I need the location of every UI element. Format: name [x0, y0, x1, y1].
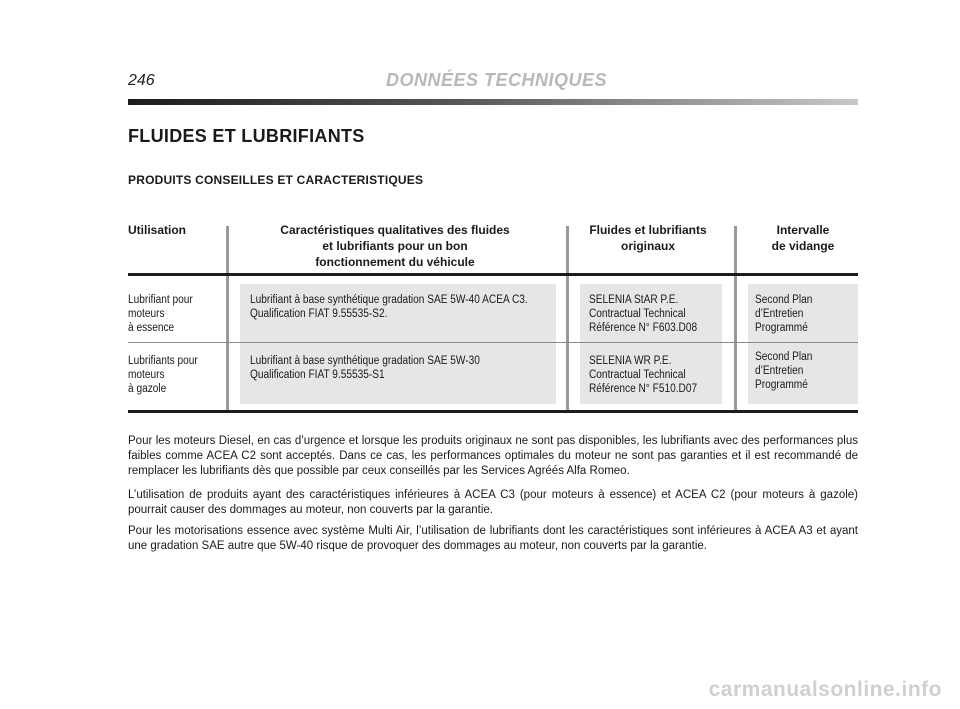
table-row-2-caracteristiques: Lubrifiant à base synthétique gradation SAE 5W-30 Qualification FIAT 9.55535-S1: [250, 355, 480, 381]
header-rule: [128, 99, 858, 105]
table-row-2-utilisation: Lubrifiants pour moteurs à gazole: [128, 355, 198, 395]
section-title: DONNÉES TECHNIQUES: [386, 70, 608, 90]
table-row-2-fluide: SELENIA WR P.E. Contractual Technical Référence N° F510.D07: [589, 355, 698, 395]
page-number: 246: [128, 72, 155, 89]
table-header-rule: [128, 273, 858, 276]
table-bottom-rule: [128, 410, 858, 413]
table-row-1-utilisation: Lubrifiant pour moteurs à essence: [128, 294, 193, 334]
note-paragraph-3: Pour les motorisations essence avec système Multi Air, l’utilisation de lubrifiants dont les caractéristiques sont inférieures à ACEA A3 et ayant une gradation SAE autre que 5W-40 risque de provoquer des dommages au moteur, non couverts par la garantie.: [128, 525, 858, 552]
column-separator: [734, 226, 737, 412]
column-header-intervalle: Intervalle de vidange: [771, 223, 835, 253]
column-header-fluides: Fluides et lubrifiants originaux: [589, 223, 707, 253]
table-row-2-intervalle: Second Plan d’Entretien Programmé: [755, 351, 813, 391]
column-separator: [566, 226, 569, 412]
column-separator: [226, 226, 229, 412]
row-divider: [128, 342, 858, 343]
page-subtitle: PRODUITS CONSEILLES ET CARACTERISTIQUES: [128, 173, 424, 187]
column-header-caracteristiques: Caractéristiques qualitatives des fluides et lubrifiants pour un bon fonctionnement du véhicule: [280, 223, 510, 269]
table-row-1-fluide: SELENIA StAR P.E. Contractual Technical Référence N° F603.D08: [589, 294, 698, 334]
watermark: carmanualsonline.info: [708, 678, 942, 701]
table-row-1-intervalle: Second Plan d’Entretien Programmé: [755, 294, 813, 334]
note-paragraph-1: Pour les moteurs Diesel, en cas d’urgence et lorsque les produits originaux ne sont pas disponibles, les lubrifiants avec des performances plus faibles comme ACEA C2 sont acceptés. Dans ce cas, les performances optimales du moteur ne sont pas garanties et il est recommandé de remplacer les lubrifiants dès que possible par ceux conseillés par les Services Agréés Alfa Romeo.: [128, 435, 858, 477]
column-header-utilisation: Utilisation: [128, 223, 187, 237]
table-row-1-caracteristiques: Lubrifiant à base synthétique gradation SAE 5W-40 ACEA C3. Qualification FIAT 9.55535-S2.: [250, 294, 528, 320]
note-paragraph-2: L’utilisation de produits ayant des caractéristiques inférieures à ACEA C3 (pour moteurs à essence) et ACEA C2 (pour moteurs à gazole) pourrait causer des dommages au moteur, non couverts par la garantie.: [128, 489, 858, 516]
page-title: FLUIDES ET LUBRIFIANTS: [128, 126, 365, 146]
